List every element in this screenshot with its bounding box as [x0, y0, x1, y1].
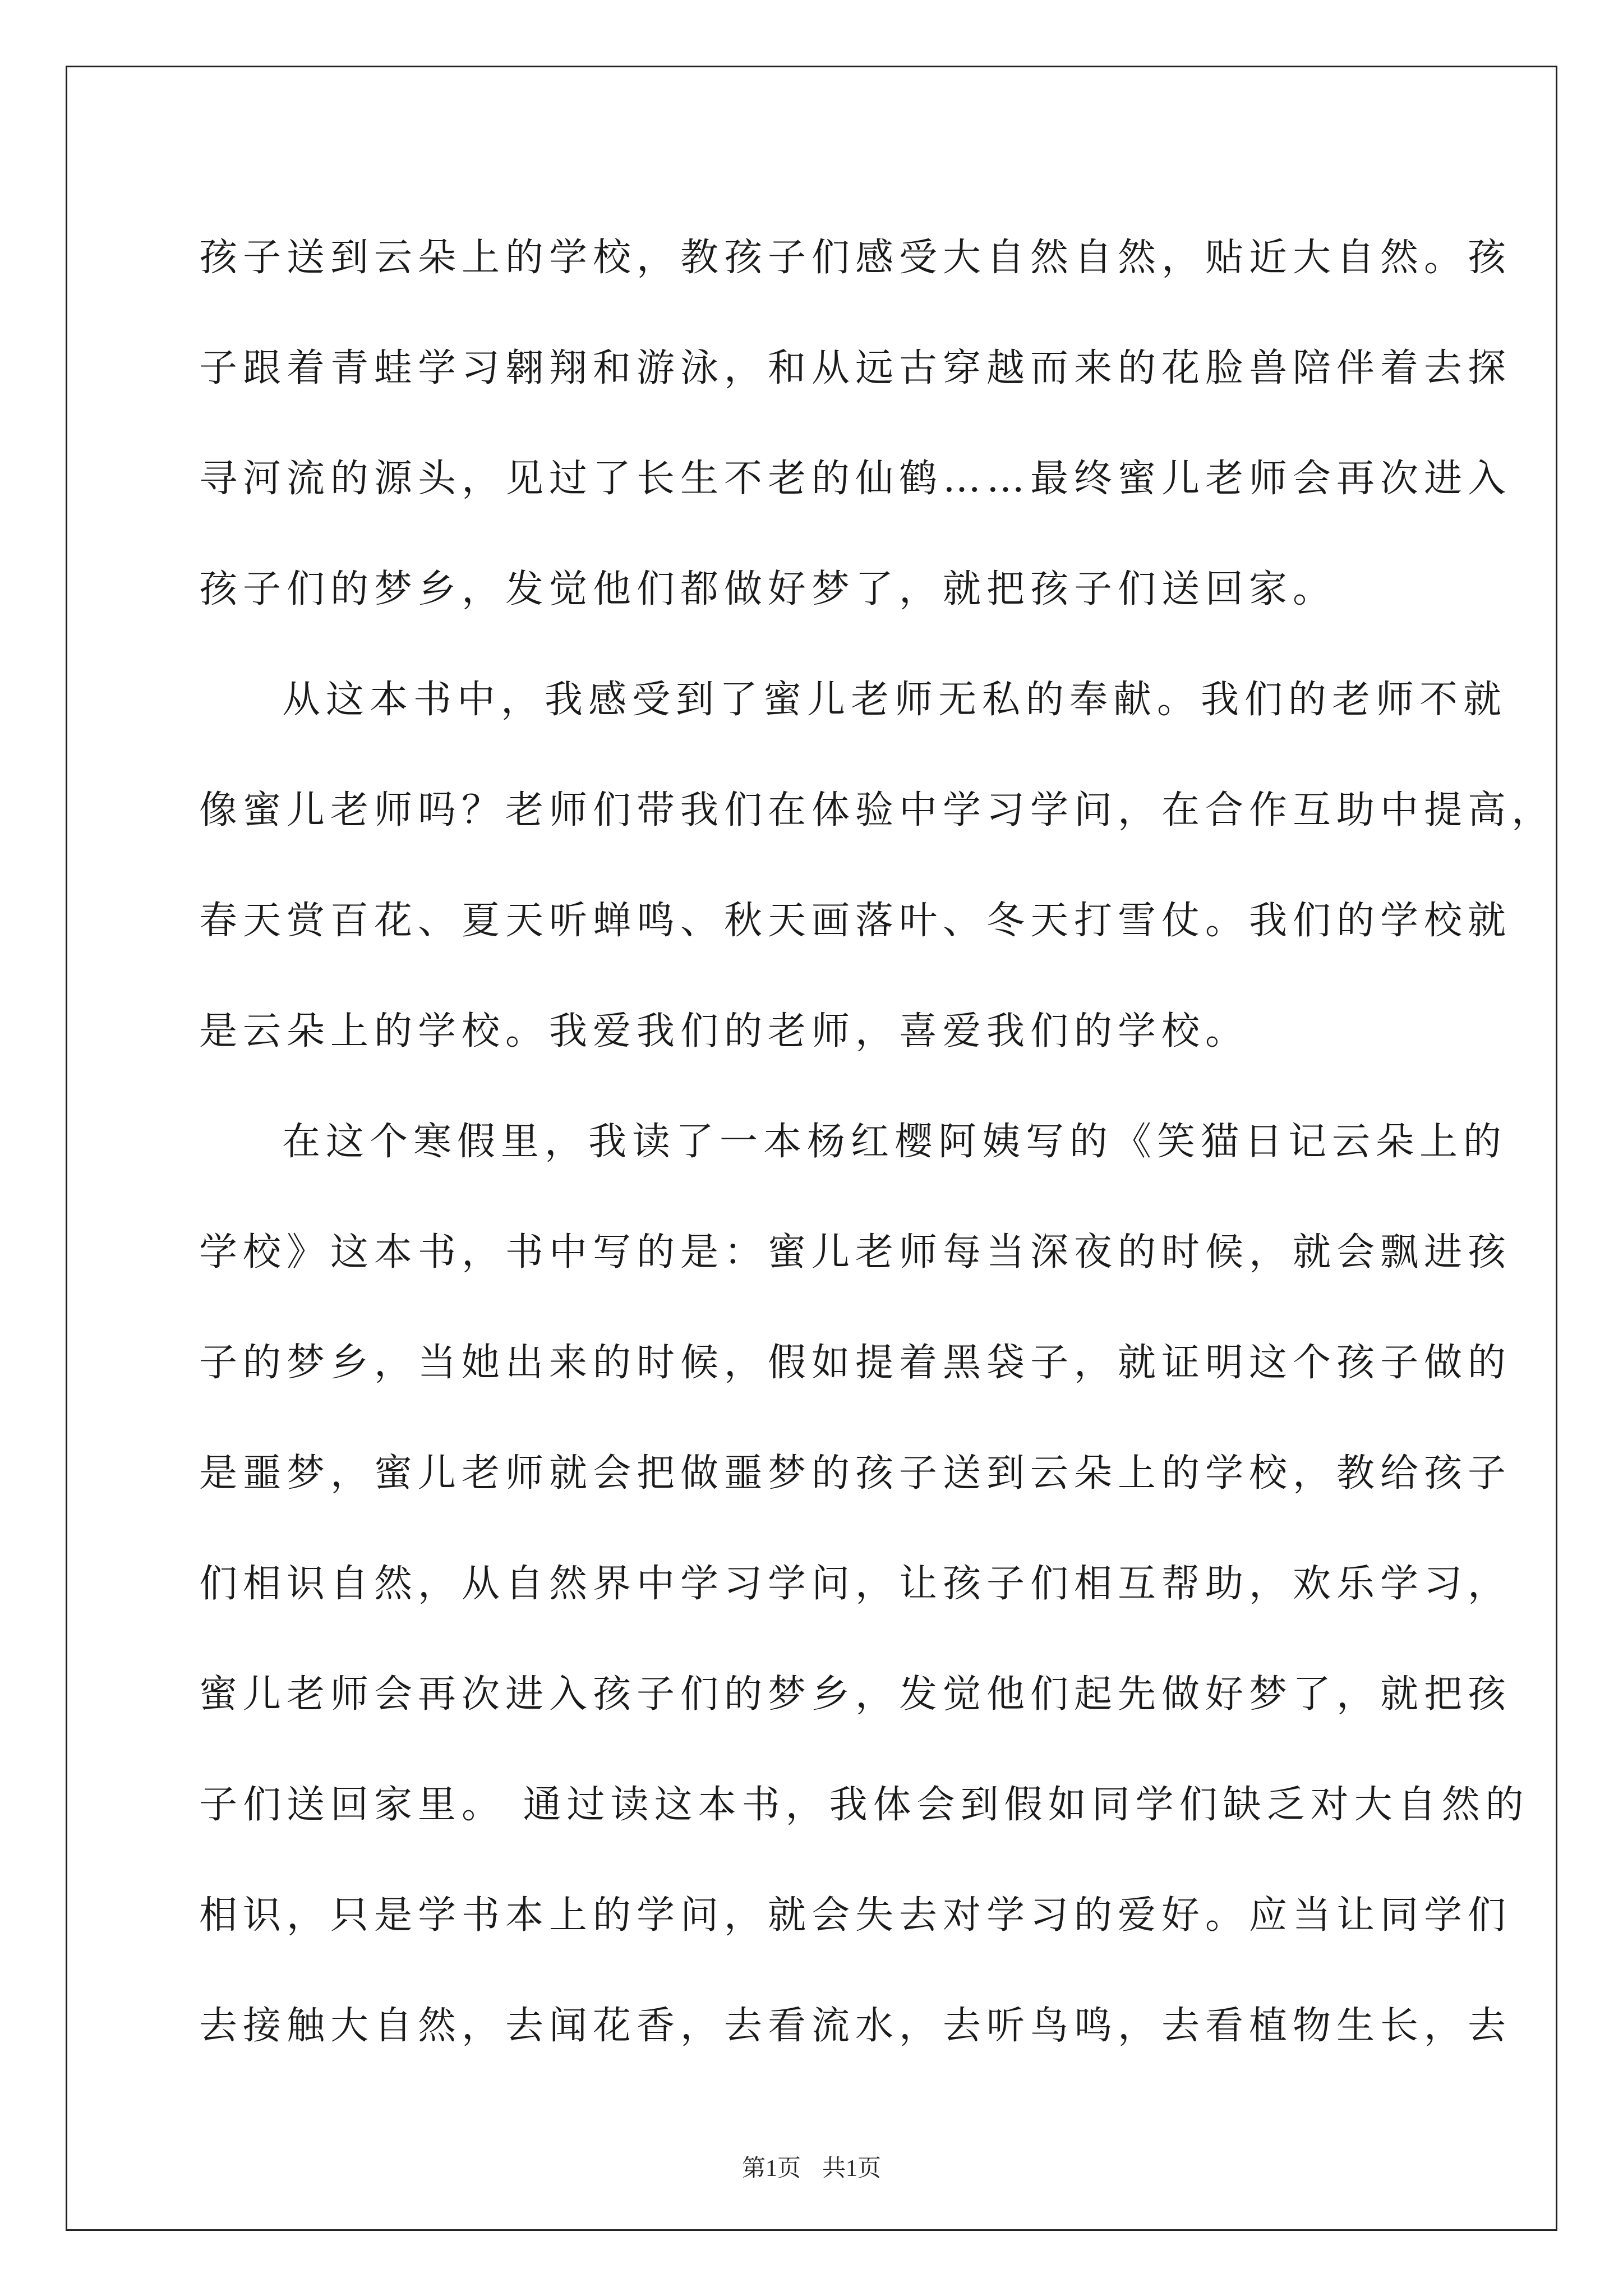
text-line: 是云朵上的学校。我爱我们的老师，喜爱我们的学校。: [199, 1009, 1249, 1053]
page-total: 共1页: [822, 2156, 882, 2182]
text-line: 像蜜儿老师吗？老师们带我们在体验中学习学问，在合作互助中提高，: [199, 788, 1556, 832]
page-number: 第1页: [741, 2156, 801, 2182]
paragraph-first-line: 在这个寒假里，我读了一本杨红樱阿姨写的《笑猫日记云朵上的: [282, 1120, 1507, 1164]
text-line: 是噩梦，蜜儿老师就会把做噩梦的孩子送到云朵上的学校，教给孩子: [199, 1451, 1512, 1496]
page-footer: [0, 2150, 1623, 2183]
text-line: 孩子送到云朵上的学校，教孩子们感受大自然自然，贴近大自然。孩: [199, 236, 1512, 280]
paragraph-first-line: 从这本书中，我感受到了蜜儿老师无私的奉献。我们的老师不就: [282, 678, 1507, 722]
document-body: [199, 199, 1556, 2078]
text-line: 春天赏百花、夏天听蝉鸣、秋天画落叶、冬天打雪仗。我们的学校就: [199, 899, 1512, 943]
text-line: 学校》这本书，书中写的是：蜜儿老师每当深夜的时候，就会飘进孩: [199, 1230, 1512, 1274]
text-line: 们相识自然，从自然界中学习学问，让孩子们相互帮助，欢乐学习，: [199, 1562, 1512, 1606]
text-line: 相识，只是学书本上的学问，就会失去对学习的爱好。应当让同学们: [199, 1893, 1512, 1938]
text-line: 蜜儿老师会再次进入孩子们的梦乡，发觉他们起先做好梦了，就把孩: [199, 1672, 1512, 1717]
text-line: 寻河流的源头，见过了长生不老的仙鹤……最终蜜儿老师会再次进入: [199, 457, 1512, 501]
text-line: 子们送回家里。 通过读这本书，我体会到假如同学们缺乏对大自然的: [199, 1783, 1529, 1827]
text-line: 孩子们的梦乡，发觉他们都做好梦了，就把孩子们送回家。: [199, 567, 1337, 611]
text-line: 子跟着青蛙学习翱翔和游泳，和从远古穿越而来的花脸兽陪伴着去探: [199, 346, 1512, 390]
text-line: 去接触大自然，去闻花香，去看流水，去听鸟鸣，去看植物生长，去: [199, 2004, 1512, 2048]
text-line: 子的梦乡，当她出来的时候，假如提着黑袋子，就证明这个孩子做的: [199, 1341, 1512, 1385]
